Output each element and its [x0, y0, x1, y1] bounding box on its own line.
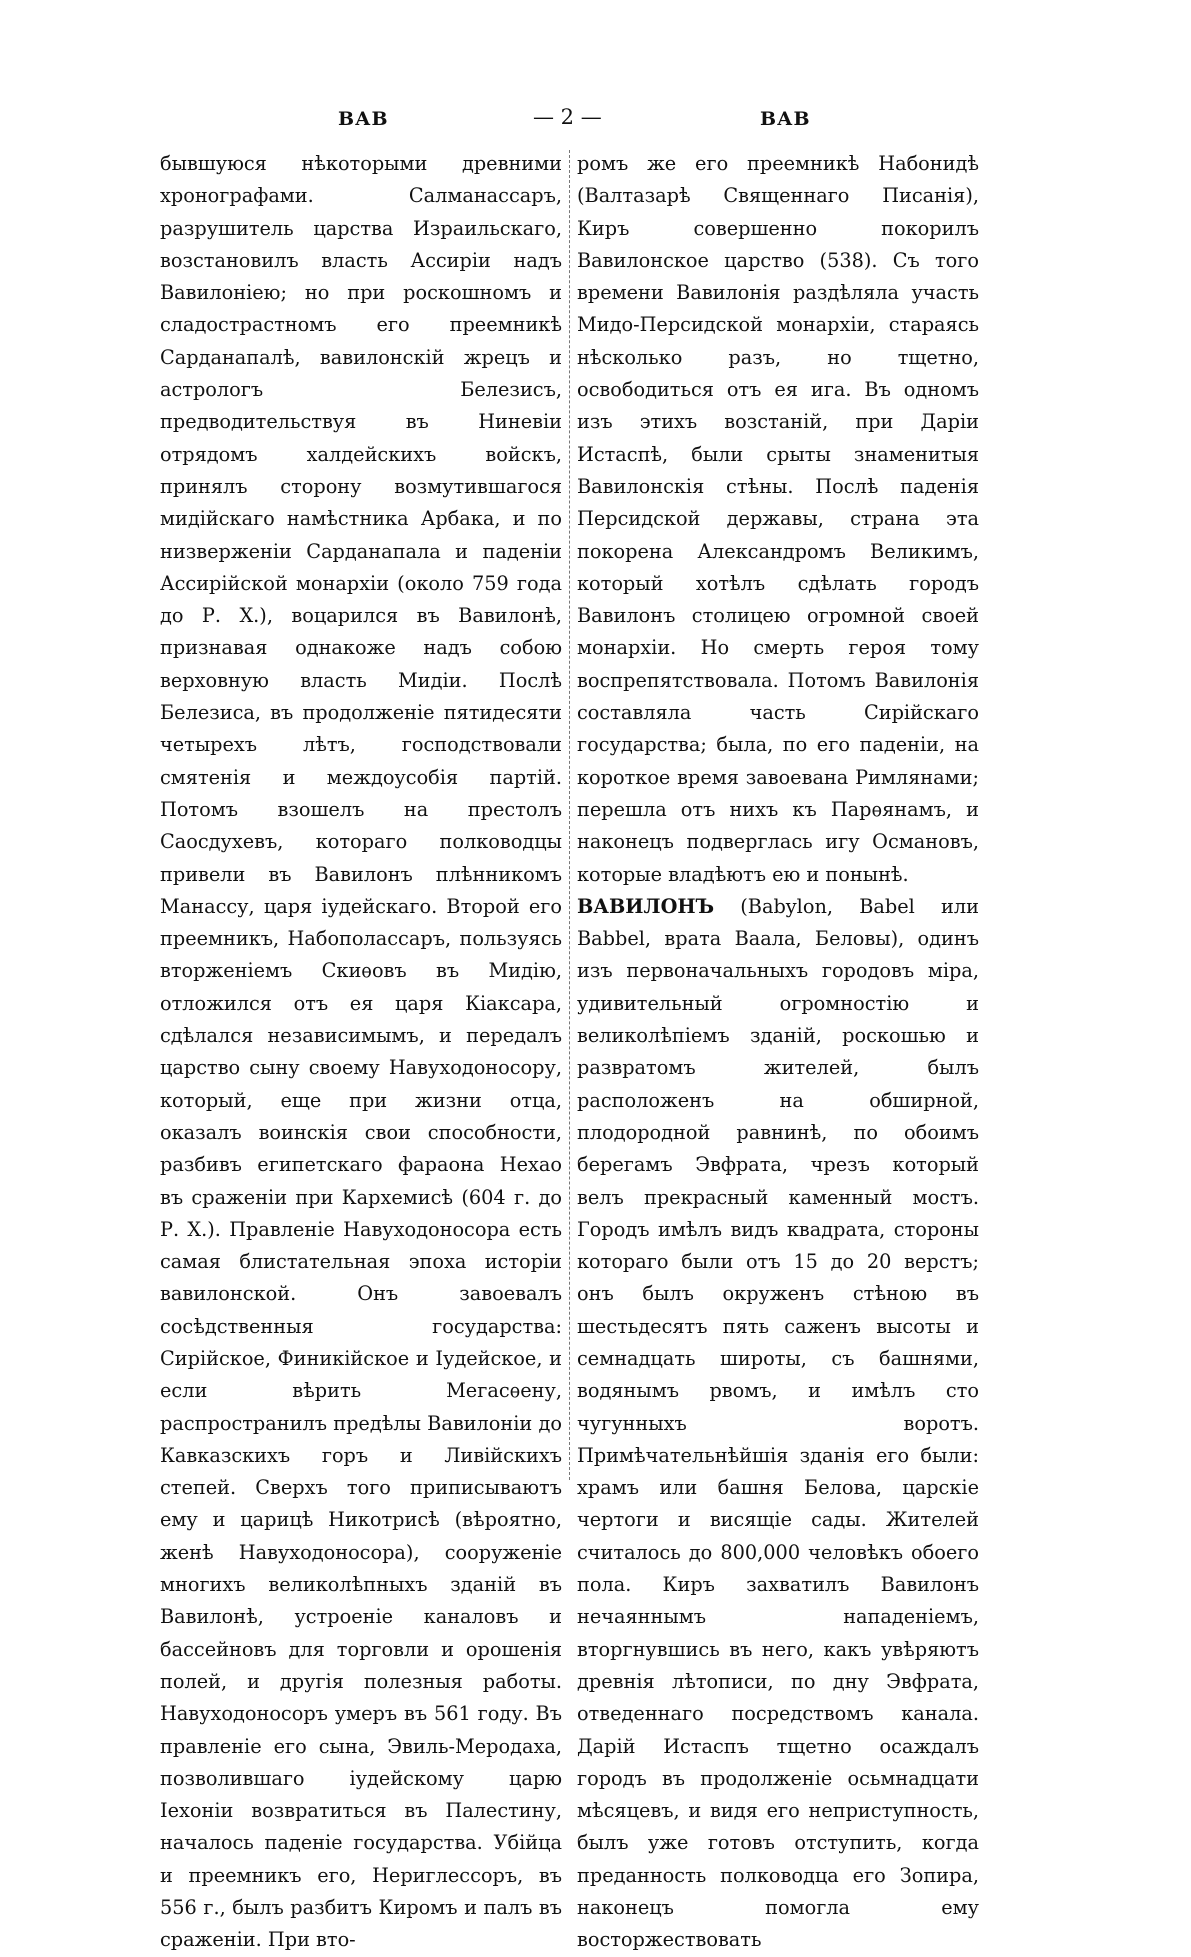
entry-body: (Babylon, Babel или Babbel, врата Ваала, Беловы), одинъ изъ первоначальныхъ городовъ міра, удивительный огромностію и великолѣпіемъ зданій, роскошью и развратомъ жителей, былъ расположенъ на обширной, плодородной равнинѣ, по обоимъ берегамъ Эвфрата, чрезъ который велъ прекрасный каменный мостъ. Городъ имѣлъ видъ квадрата, стороны котораго были отъ 15 до 20 верстъ; онъ былъ окруженъ стѣною въ шестьдесятъ пять саженъ высоты и семнадцать широты, съ башнями, водянымъ рвомъ, и имѣлъ сто чугунныхъ воротъ. Примѣчательнѣйшія зданія его были: храмъ или башня Белова, царскіе чертоги и висящіе сады. Жителей считалось до 800,000 человѣкъ обоего пола. Киръ захватилъ Вавилонъ нечаяннымъ нападеніемъ, вторгнувшись въ него, какъ увѣряютъ древнія лѣтописи, по дну Эвфрата, отведеннаго посредствомъ канала. Дарій Истаспъ тщетно осаждалъ городъ въ продолженіе осьмнадцати мѣсяцевъ, и видя его неприступность, былъ уже готовъ отступить, когда преданность полководца его Зопира, наконецъ помогла ему восторжествовать: [577, 894, 979, 1952]
running-header: [160, 105, 975, 138]
left-column: [160, 148, 562, 1957]
right-column-paragraph-1: ромъ же его преемникѣ Набонидѣ (Валтазарѣ Священнаго Писанія), Киръ совершенно покорилъ Вавилонское царство (538). Съ того времени Вавилонія раздѣляла участь Мидо-Персидской монархіи, стараясь нѣсколько разъ, но тщетно, освободиться отъ ея ига. Въ одномъ изъ этихъ возстаній, при Даріи Истаспѣ, были срыты знаменитыя Вавилонскія стѣны. Послѣ паденія Персидской державы, страна эта покорена Александромъ Великимъ, который хотѣлъ сдѣлать городъ Вавилонъ столицею огромной своей монархіи. Но смерть героя тому воспрепятствовала. Потомъ Вавилонія составляла часть Сирійскаго государства; была, по его паденіи, на короткое время завоевана Римлянами; перешла отъ нихъ къ Парѳянамъ, и наконецъ подверглась игу Османовъ, которые владѣютъ ею и понынѣ.: [577, 152, 979, 886]
entry-headword: ВАВИЛОНЪ: [577, 894, 715, 918]
header-right-word: ВАВ: [760, 108, 811, 130]
left-column-text: бывшуюся нѣкоторыми древними хронографами. Салманассаръ, разрушитель царства Израильскаго, возстановилъ власть Ассиріи надъ Вавилоніею; но при роскошномъ и сладострастномъ его преемникѣ Сарданапалѣ, вавилонскій жрецъ и астрологъ Белезисъ, предводительствуя въ Ниневіи отрядомъ халдейскихъ войскъ, принялъ сторону возмутившагося мидійскаго намѣстника Арбака, и по низверженіи Сарданапала и паденіи Ассирійской монархіи (около 759 года до Р. Х.), воцарился въ Вавилонѣ, признавая однакоже надъ собою верховную власть Мидіи. Послѣ Белезиса, въ продолженіе пятидесяти четырехъ лѣтъ, господствовали смятенія и междоусобія партій. Потомъ взошелъ на престолъ Саосдухевъ, котораго полководцы привели въ Вавилонъ плѣнникомъ Манассу, царя іудейскаго. Второй его преемникъ, Набополассаръ, пользуясь вторженіемъ Скиѳовъ въ Мидію, отложился отъ ея царя Кіаксара, сдѣлался независимымъ, и передалъ царство сыну своему Навуходоносору, который, еще при жизни отца, оказалъ воинскія свои способности, разбивъ египетскаго фараона Нехао въ сраженіи при Кархемисѣ (604 г. до Р. Х.). Правленіе Навуходоносора есть самая блистательная эпоха исторіи вавилонской. Онъ завоевалъ сосѣдственныя государства: Сирійское, Финикійское и Іудейское, и если вѣрить Мегасѳену, распространилъ предѣлы Вавилоніи до Кавказскихъ горъ и Ливійскихъ степей. Сверхъ того приписываютъ ему и царицѣ Никотрисѣ (вѣроятно, женѣ Навуходоносора), сооруженіе многихъ великолѣпныхъ зданій въ Вавилонѣ, устроеніе каналовъ и бассейновъ для торговли и орошенія полей, и другія полезныя работы. Навуходоносоръ умеръ въ 561 году. Въ правленіе его сына, Эвиль-Меродаха, позволившаго іудейскому царю Iехоніи возвратиться въ Палестину, началось паденіе государства. Убійца и преемникъ его, Нериглессоръ, въ 556 г., былъ разбитъ Киромъ и палъ въ сраженіи. При вто-: [160, 152, 562, 1952]
right-column-paragraph-2: [577, 891, 979, 1957]
column-divider: [569, 150, 570, 1480]
right-column: [577, 148, 979, 1957]
page-number: — 2 —: [533, 105, 602, 129]
header-left-word: ВАВ: [338, 108, 389, 130]
